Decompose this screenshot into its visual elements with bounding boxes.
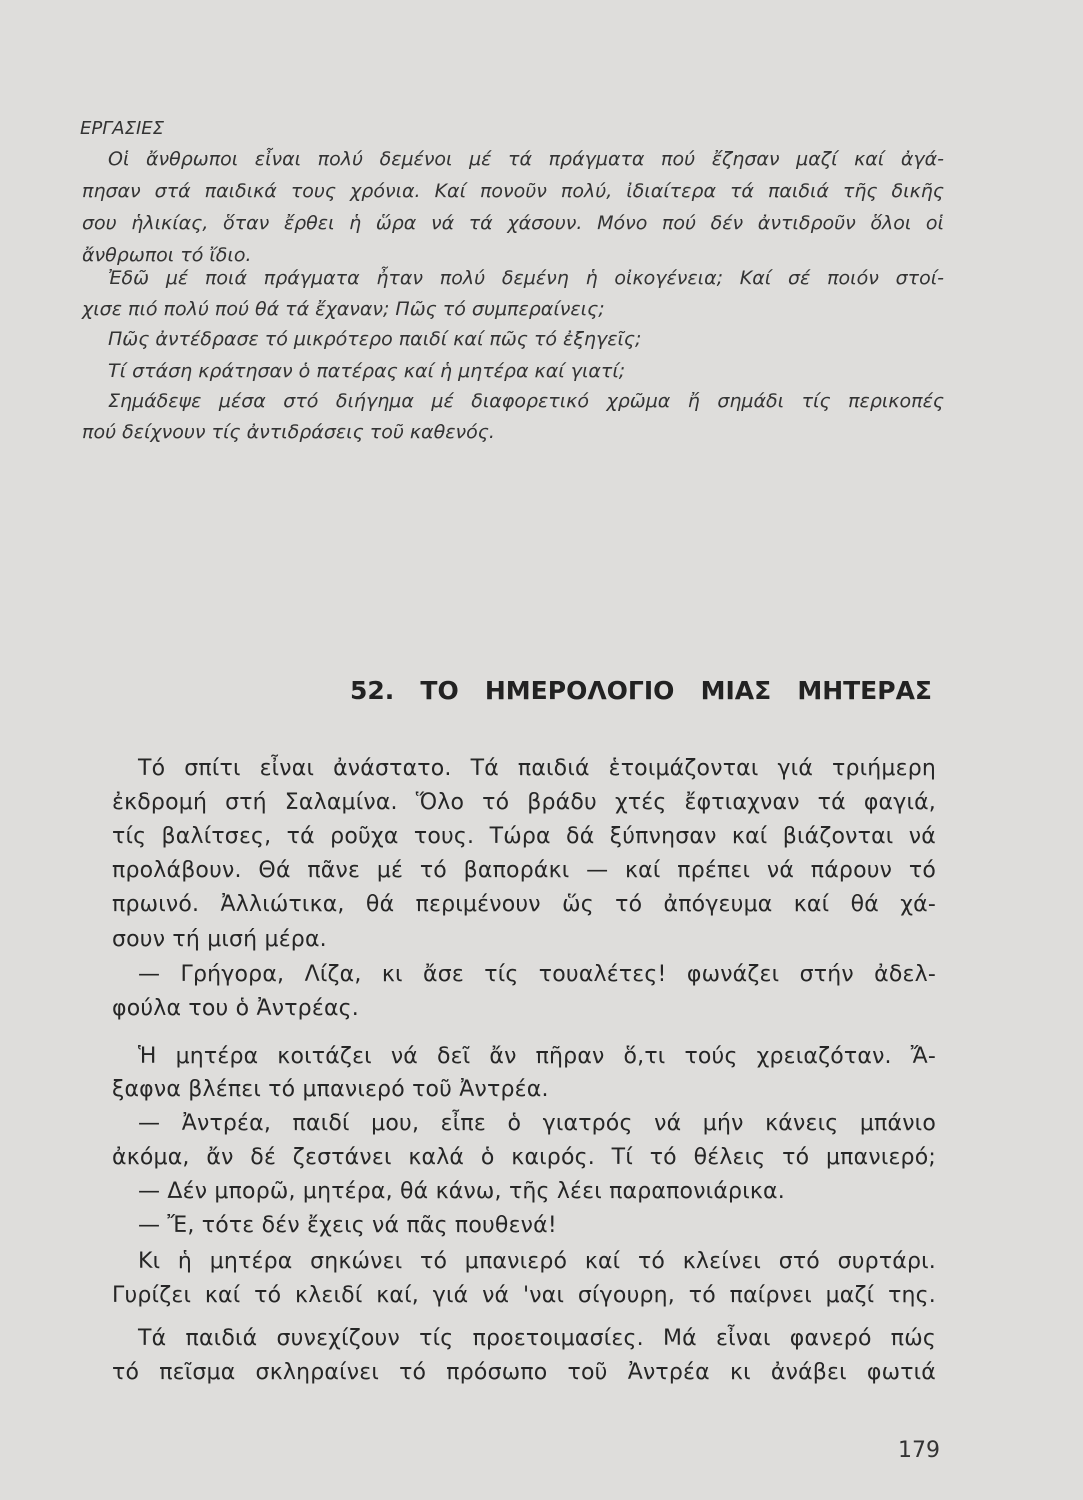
- body-text-line: τό πεῖσμα σκληραίνει τό πρόσωπο τοῦ Ἀντρέα κι ἀνάβει φωτιά: [112, 1360, 936, 1385]
- body-text-line: πρωινό. Ἀλλιώτικα, θά περιμένουν ὥς τό ἀπόγευμα καί θά χά-: [112, 892, 936, 917]
- page-number: 179: [898, 1438, 940, 1463]
- exercise-line: χισε πιό πολύ πού θά τά ἔχαναν; Πῶς τό συμπεραίνεις;: [82, 298, 605, 320]
- body-text-line: Κι ἡ μητέρα σηκώνει τό μπανιερό καί τό κλείνει στό συρτάρι.: [138, 1249, 936, 1274]
- body-text-line: ἐκδρομή στή Σαλαμίνα. Ὅλο τό βράδυ χτές ἔφτιαχναν τά φαγιά,: [112, 790, 936, 815]
- chapter-title: 52. ΤΟ ΗΜΕΡΟΛΟΓΙΟ ΜΙΑΣ ΜΗΤΕΡΑΣ: [350, 676, 932, 705]
- body-text-line: — Ἔ, τότε δέν ἔχεις νά πᾶς πουθενά!: [138, 1213, 557, 1238]
- exercise-line: Τί στάση κράτησαν ὁ πατέρας καί ἡ μητέρα καί γιατί;: [108, 360, 626, 382]
- exercises-heading: ΕΡΓΑΣΙΕΣ: [80, 118, 164, 139]
- body-text-line: τίς βαλίτσες, τά ροῦχα τους. Τώρα δά ξύπνησαν καί βιάζονται νά: [112, 824, 936, 849]
- body-text-line: Γυρίζει καί τό κλειδί καί, γιά νά 'ναι σίγουρη, τό παίρνει μαζί της.: [112, 1283, 936, 1308]
- exercise-line: σου ἡλικίας, ὅταν ἔρθει ἡ ὥρα νά τά χάσουν. Μόνο πού δέν ἀντιδροῦν ὅλοι οἱ: [82, 212, 944, 234]
- body-text-line: — Ἀντρέα, παιδί μου, εἶπε ὁ γιατρός νά μήν κάνεις μπάνιο: [138, 1111, 936, 1136]
- body-text-line: — Γρήγορα, Λίζα, κι ἄσε τίς τουαλέτες! φωνάζει στήν ἀδελ-: [138, 962, 936, 987]
- body-text-line: ἀκόμα, ἄν δέ ζεστάνει καλά ὁ καιρός. Τί τό θέλεις τό μπανιερό;: [112, 1145, 936, 1170]
- body-text-line: ξαφνα βλέπει τό μπανιερό τοῦ Ἀντρέα.: [112, 1077, 549, 1102]
- exercise-line: ἄνθρωποι τό ἴδιο.: [82, 244, 252, 266]
- body-text-line: φούλα του ὁ Ἀντρέας.: [112, 996, 359, 1021]
- body-text-line: Τά παιδιά συνεχίζουν τίς προετοιμασίες. Μά εἶναι φανερό πώς: [138, 1326, 936, 1351]
- exercise-line: πού δείχνουν τίς ἀντιδράσεις τοῦ καθενός.: [82, 421, 495, 443]
- exercise-line: πησαν στά παιδικά τους χρόνια. Καί πονοῦν πολύ, ἰδιαίτερα τά παιδιά τῆς δικῆς: [82, 180, 944, 202]
- exercise-line: Σημάδεψε μέσα στό διήγημα μέ διαφορετικό χρῶμα ἤ σημάδι τίς περικοπές: [108, 390, 944, 412]
- body-text-line: Ἡ μητέρα κοιτάζει νά δεῖ ἄν πῆραν ὅ,τι τούς χρειαζόταν. Ἄ-: [138, 1044, 936, 1069]
- exercise-line: Οἱ ἄνθρωποι εἶναι πολύ δεμένοι μέ τά πράγματα πού ἔζησαν μαζί καί ἀγά-: [108, 148, 944, 170]
- exercise-line: Ἐδῶ μέ ποιά πράγματα ἦταν πολύ δεμένη ἡ οἰκογένεια; Καί σέ ποιόν στοί-: [108, 267, 944, 289]
- body-text-line: προλάβουν. Θά πᾶνε μέ τό βαποράκι — καί πρέπει νά πάρουν τό: [112, 858, 936, 883]
- body-text-line: σουν τή μισή μέρα.: [112, 927, 327, 952]
- exercise-line: Πῶς ἀντέδρασε τό μικρότερο παιδί καί πῶς τό ἐξηγεῖς;: [108, 328, 642, 350]
- body-text-line: — Δέν μπορῶ, μητέρα, θά κάνω, τῆς λέει παραπονιάρικα.: [138, 1179, 785, 1204]
- body-text-line: Τό σπίτι εἶναι ἀνάστατο. Τά παιδιά ἑτοιμάζονται γιά τριήμερη: [138, 756, 936, 781]
